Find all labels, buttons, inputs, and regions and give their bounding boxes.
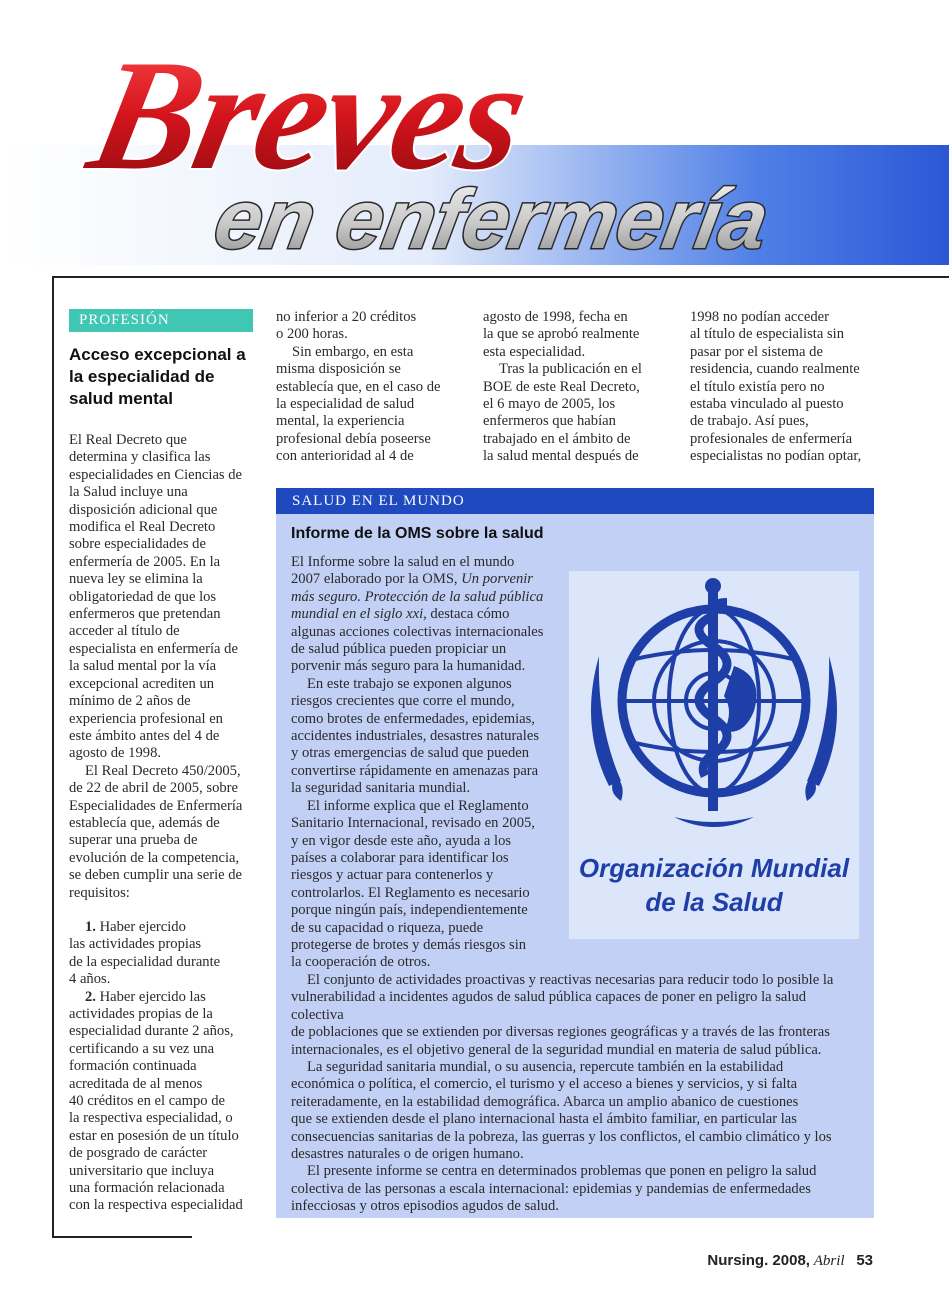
section-tag-salud-mundo: SALUD EN EL MUNDO (276, 488, 874, 514)
frame-left-rule (52, 276, 54, 1238)
who-logo-text-1: Organización Mundial (578, 853, 850, 883)
box-body-wide: El conjunto de actividades proactivas y reactivas necesarias para reducir todo lo posible la vulnerabilidad a incidentes agudos de salud pública capaces de poner en peligro la salud colectiva de poblaciones que se extienden por diversas regiones geográficas y a través de las fronteras internacionales, es el objetivo general de la seguridad mundial en materia de salud pública. La seguridad sanitaria mundial, o su ausencia, repercute también en la estabilidad económica o política, el comercio, el turismo y el acceso a bienes y servicios, y si falta reiteradamente, en la estabilidad demográfica. Abarca un amplio abanico de cuestiones que se extienden desde el plano internacional hasta el ámbito familiar, en particular las consecuencias sanitarias de la pobreza, las guerras y los conflictos, el cambio climático y los desastres naturales o de origen humano. El presente informe se centra en determinados problemas que ponen en peligro la salud colectiva de las personas a escala internacional: epidemias y pandemias de enfermedades infecciosas y otros episodios agudos de salud. (291, 972, 834, 1215)
list-item: 1. Haber ejercido las actividades propias de la especialidad durante 4 años. (69, 918, 221, 988)
box-title: Informe de la OMS sobre la salud (291, 525, 544, 542)
paragraph: El Real Decreto que determina y clasifica las especialidades en Ciencias de la Salud incluye una disposición adicional que modifica el Real Decreto sobre especialidades de enfermería de 2005. En la nueva ley se elimina la obligatoriedad de que los enfermeros que pretendan acceder al título de especialista en enfermería de la salud mental por la vía excepcional acrediten un mínimo de 2 años de experiencia profesional en este ámbito antes del 4 de agosto de 1998. (69, 432, 243, 762)
footer-month: Abril (813, 1253, 845, 1269)
article-body-col3: agosto de 1998, fecha en la que se aprobó realmente esta especialidad. Tras la publicación en el BOE de este Real Decreto, el 6 mayo de 2005, los enfermeros que habían trabajado en el ámbito de la salud mental después de (483, 309, 642, 465)
section-tag-profesion: PROFESIÓN (69, 309, 253, 332)
page-footer (707, 1252, 873, 1270)
sidebar-box-salud-en-el-mundo (276, 488, 874, 1218)
frame-bottom-rule (52, 1236, 192, 1238)
page-number: 53 (856, 1252, 873, 1269)
article-body-col1 (69, 432, 259, 1215)
banner (0, 0, 949, 272)
banner-title: Breves (76, 27, 541, 203)
who-logo (569, 571, 859, 939)
footer-journal: Nursing. 2008, (707, 1252, 810, 1269)
article-body-col2: no inferior a 20 créditos o 200 horas. Sin embargo, en esta misma disposición se establecía que, en el caso de la especialidad de salud mental, la experiencia profesional debía poseerse con anterioridad al 4 de (276, 309, 441, 465)
who-logo-text-2: de la Salud (645, 887, 783, 917)
list-item: 2. Haber ejercido las actividades propias de la especialidad durante 2 años, certificando a su vez una formación continuada acreditada de al menos 40 créditos en el campo de la respectiva especialidad, o estar en posesión de un título de posgrado de carácter universitario que incluya una formación relacionada con la respectiva especialidad (69, 988, 243, 1214)
article-body-col4: 1998 no podían acceder al título de especialista sin pasar por el sistema de residencia, cuando realmente el título existía pero no estaba vinculado al puesto de trabajo. Así pues, profesionales de enfermería especialistas no podían optar, (690, 309, 862, 465)
paragraph: El Real Decreto 450/2005, de 22 de abril de 2005, sobre Especialidades de Enfermería establecía que, además de superar una prueba de evolución de la competencia, se deben cumplir una serie de requisitos: (69, 762, 243, 901)
article-headline: Acceso excepcional a la especialidad de salud mental (69, 345, 246, 408)
who-emblem-icon (569, 571, 859, 841)
banner-graphic (0, 0, 949, 272)
box-body-narrow: El Informe sobre la salud en el mundo 2007 elaborado por la OMS, Un porvenir más seguro. Protección de la salud pública mundial en el siglo xxi, destaca cómo algunas acciones colectivas internacionales de salud pública pueden propiciar un porvenir más seguro para la humanidad. En este trabajo se exponen algunos riesgos crecientes que corre el mundo, como brotes de enfermedades, epidemias, accidentes industriales, desastres naturales y otras emergencias de salud que pueden convertirse rápidamente en amenazas para la seguridad sanitaria mundial. El informe explica que el Reglamento Sanitario Internacional, revisado en 2005, y en vigor desde este año, ayuda a los países a colaborar para identificar los riesgos y actuar para contenerlos y controlarlos. El Reglamento es necesario porque ningún país, independientemente de su capacidad o riqueza, puede protegerse de brotes y demás riesgos sin la cooperación de otros. (291, 554, 544, 971)
frame-top-rule (52, 276, 949, 278)
banner-subtitle: en enfermería (208, 171, 776, 266)
